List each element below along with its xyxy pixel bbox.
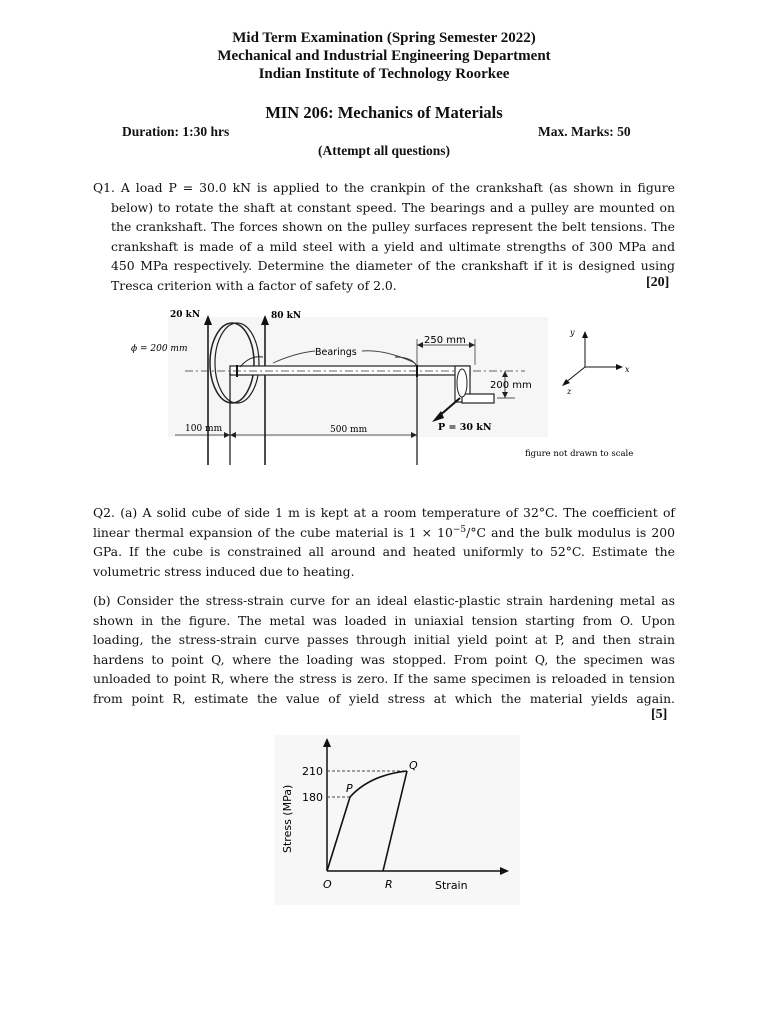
question-2a-text-end: /°C and the bulk modulus is 200 GPa. If the cube is constrained all around and heated uniformly to 52°C. Estimate the volumetric stress induced due to heating. (93, 524, 675, 579)
point-o: O (323, 878, 332, 891)
dimension-200mm: 200 mm (490, 380, 532, 391)
max-marks: Max. Marks: 50 (538, 124, 631, 139)
diameter-label: ϕ = 200 mm (131, 344, 188, 354)
course-title: MIN 206: Mechanics of Materials (265, 103, 503, 122)
axis-z (565, 367, 585, 383)
question-2b (93, 591, 675, 708)
question-2a-text-start: Q2. (a) A solid cube of side 1 m is kept at a room temperature of 32°C. The coefficient of linear thermal expansion of the cube material is 1 × 10 (93, 505, 675, 540)
question-2b-text: (b) Consider the stress-strain curve for an ideal elastic-plastic strain hardening metal as shown in the figure. The metal was loaded in uniaxial tension starting from O. Upon loading, the stress-strain curve passes through initial yield point at P, and then strain hardens to point Q, where the loading was stopped. From point Q, the specimen was unloaded to point R, where the stress is zero. If the same specimen is reloaded in tension from point R, estimate the value of yield stress at which the material yields again. (93, 593, 675, 706)
question-1 (93, 178, 675, 295)
tick-210: 210 (302, 765, 323, 778)
stress-strain-graph (275, 735, 520, 905)
figure-note: figure not drawn to scale (525, 449, 634, 459)
instruction: (Attempt all questions) (318, 143, 450, 158)
exam-title: Mid Term Examination (Spring Semester 2022) (232, 30, 536, 46)
question-2b-marks: [5] (651, 707, 668, 722)
x-axis-label: Strain (435, 879, 468, 892)
shaft (230, 366, 470, 375)
question-2a-exponent: −5 (452, 524, 467, 535)
axis-x-label: x (625, 365, 630, 374)
dimension-100mm: 100 mm (185, 424, 223, 434)
figure-panel (168, 317, 548, 437)
force-label-80kn: 80 kN (271, 311, 302, 321)
tick-180: 180 (302, 791, 323, 804)
dimension-500mm: 500 mm (330, 425, 368, 435)
bearings-label: Bearings (315, 347, 357, 358)
question-1-marks: [20] (646, 275, 670, 290)
point-r: R (385, 878, 393, 891)
y-axis-label: Stress (MPa) (281, 784, 294, 853)
dimension-250mm: 250 mm (424, 335, 466, 346)
department-name: Mechanical and Industrial Engineering Department (217, 48, 551, 64)
axis-y-label: y (570, 328, 575, 337)
institute-name: Indian Institute of Technology Roorkee (258, 66, 510, 82)
force-label-20kn: 20 kN (170, 310, 201, 320)
duration: Duration: 1:30 hrs (122, 124, 230, 139)
question-1-text: Q1. A load P = 30.0 kN is applied to the crankpin of the crankshaft (as shown in figure below) to rotate the shaft at constant speed. The bearings and a pulley are mounted on the crankshaft. The forces shown on the pulley surfaces represent the belt tensions. The crankshaft is made of a mild steel with a yield and ultimate strengths of 300 MPa and 450 MPa respectively. Determine the diameter of the crankshaft if it is designed using Tresca criterion with a factor of safety of 2.0. (93, 180, 675, 293)
crankpin (462, 394, 494, 403)
point-q: Q (409, 759, 418, 772)
axis-z-label: z (567, 387, 572, 396)
question-2a (93, 503, 675, 581)
crankshaft-figure (125, 305, 645, 465)
load-label: P = 30 kN (438, 422, 492, 433)
point-p: P (346, 782, 353, 795)
